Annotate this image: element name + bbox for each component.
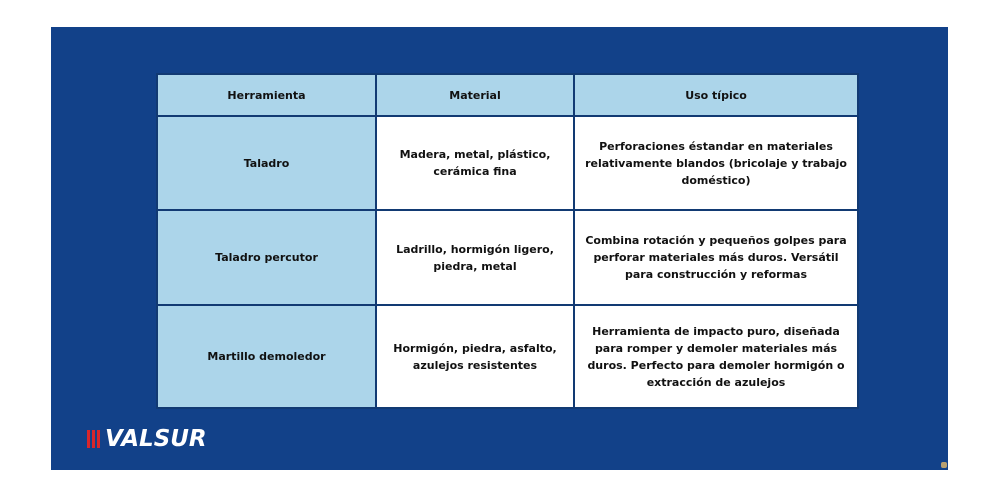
tool-material: Madera, metal, plástico, cerámica fina bbox=[376, 116, 574, 210]
resize-handle-icon bbox=[941, 462, 947, 468]
tool-material: Hormigón, piedra, asfalto, azulejos resistentes bbox=[376, 305, 574, 408]
table-row bbox=[157, 116, 858, 210]
tool-name: Taladro percutor bbox=[157, 210, 376, 305]
table-row bbox=[157, 210, 858, 305]
logo-bars-icon bbox=[87, 430, 100, 448]
table-header-row bbox=[157, 74, 858, 116]
table-row bbox=[157, 305, 858, 408]
header-herramienta: Herramienta bbox=[157, 74, 376, 116]
logo-text: VALSUR bbox=[105, 426, 207, 452]
tool-material: Ladrillo, hormigón ligero, piedra, metal bbox=[376, 210, 574, 305]
tools-comparison-table bbox=[156, 73, 859, 409]
header-uso: Uso típico bbox=[574, 74, 858, 116]
tool-name: Martillo demoledor bbox=[157, 305, 376, 408]
slide-panel bbox=[51, 27, 948, 470]
tool-usage: Perforaciones éstandar en materiales relativamente blandos (bricolaje y trabajo doméstico) bbox=[574, 116, 858, 210]
tool-usage: Combina rotación y pequeños golpes para perforar materiales más duros. Versátil para construcción y reformas bbox=[574, 210, 858, 305]
tool-name: Taladro bbox=[157, 116, 376, 210]
valsur-logo bbox=[87, 426, 207, 452]
header-material: Material bbox=[376, 74, 574, 116]
tool-usage: Herramienta de impacto puro, diseñada para romper y demoler materiales más duros. Perfecto para demoler hormigón o extracción de azulejos bbox=[574, 305, 858, 408]
